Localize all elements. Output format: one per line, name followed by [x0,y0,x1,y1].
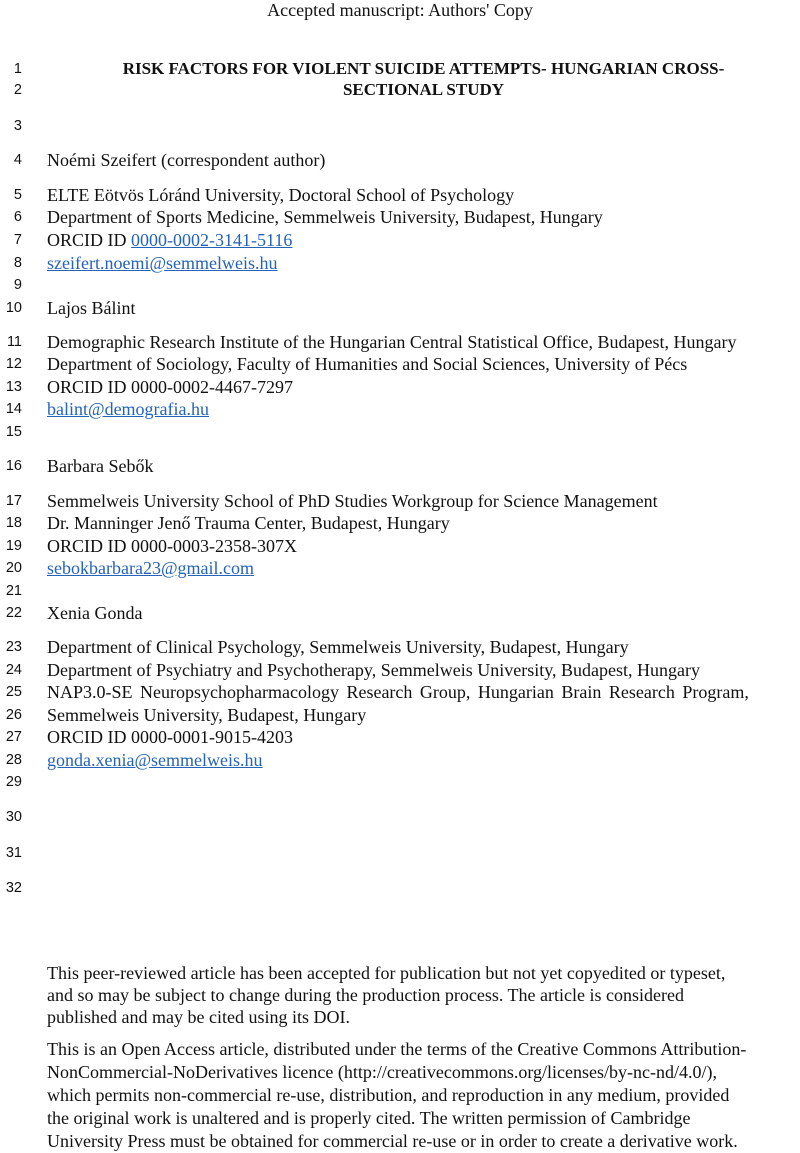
line-number: 28 [5,752,22,768]
license-line: This is an Open Access article, distributed under the terms of the Creative Commons Attribution- [47,1039,747,1059]
line-number: 10 [5,300,22,316]
line-number: 21 [5,583,22,599]
author-email-link[interactable]: balint@demografia.hu [47,399,210,419]
line-number: 8 [13,255,22,271]
author-name: Barbara Sebők [47,456,154,476]
line-number: 30 [5,809,22,825]
line-number: 25 [5,684,22,700]
line-number: 22 [5,605,22,621]
line-number: 1 [13,61,22,77]
author-orcid: ORCID ID 0000-0001-9015-4203 [47,727,293,747]
author-affiliation: Department of Psychiatry and Psychotherapy, Semmelweis University, Budapest, Hungary [47,660,701,680]
author-affiliation: Department of Sociology, Faculty of Humanities and Social Sciences, University of Pécs [47,354,688,374]
author-affiliation: Semmelweis University, Budapest, Hungary [47,705,367,725]
orcid-link[interactable]: 0000-0002-3141-5116 [131,230,293,250]
line-number: 27 [5,729,22,745]
orcid-label: ORCID ID [47,230,127,250]
license-line: the original work is unaltered and is properly cited. The written permission of Cambridge [47,1108,691,1128]
line-number: 24 [5,662,22,678]
author-affiliation: ELTE Eötvös Lóránd University, Doctoral School of Psychology [47,185,515,205]
line-number: 6 [13,209,22,225]
author-affiliation: Dr. Manninger Jenő Trauma Center, Budapest, Hungary [47,513,450,533]
line-number: 15 [5,424,22,440]
license-line: University Press must be obtained for commercial re-use or in order to create a derivative work. [47,1131,738,1151]
line-number: 32 [5,880,22,896]
author-orcid: ORCID ID 0000-0003-2358-307X [47,536,297,556]
license-notice [47,1038,797,1153]
line-number: 12 [5,356,22,372]
line-number: 13 [5,379,22,395]
paper-title-line-1: RISK FACTORS FOR VIOLENT SUICIDE ATTEMPTS- HUNGARIAN CROSS- [122,59,725,78]
author-affiliation: NAP3.0-SE Neuropsychopharmacology Research Group, Hungarian Brain Research Program, [47,682,749,702]
license-line: which permits non-commercial re-use, distribution, and reproduction in any medium, provided [47,1085,730,1105]
author-orcid [47,230,292,250]
line-number: 14 [5,401,22,417]
line-number: 20 [5,560,22,576]
line-number: 29 [5,774,22,790]
line-number: 31 [5,845,22,861]
author-affiliation: Semmelweis University School of PhD Studies Workgroup for Science Management [47,491,658,511]
line-number: 7 [13,232,22,248]
author-name: Noémi Szeifert (correspondent author) [47,150,326,170]
line-number: 2 [13,82,22,98]
author-affiliation: Department of Clinical Psychology, Semmelweis University, Budapest, Hungary [47,637,629,657]
author-orcid: ORCID ID 0000-0002-4467-7297 [47,377,293,397]
author-email-link[interactable]: szeifert.noemi@semmelweis.hu [47,253,278,273]
notice-line: This peer-reviewed article has been accepted for publication but not yet copyedited or typeset, [47,963,726,983]
license-line: NonCommercial-NoDerivatives licence (http://creativecommons.org/licenses/by-nc-nd/4.0/), [47,1062,717,1082]
publication-notice [47,962,797,1028]
notice-line: and so may be subject to change during the production process. The article is considered [47,985,684,1005]
line-number: 16 [5,458,22,474]
author-email-link[interactable]: sebokbarbara23@gmail.com [47,558,255,578]
notice-line: published and may be cited using its DOI. [47,1007,350,1027]
line-number: 5 [13,187,22,203]
line-number: 9 [13,277,22,293]
line-number: 18 [5,515,22,531]
line-number: 19 [5,538,22,554]
line-number: 23 [5,639,22,655]
author-affiliation: Department of Sports Medicine, Semmelweis University, Budapest, Hungary [47,207,603,227]
line-number: 17 [5,493,22,509]
author-name: Lajos Bálint [47,298,136,318]
author-email-link[interactable]: gonda.xenia@semmelweis.hu [47,750,263,770]
line-number: 3 [13,118,22,134]
line-number: 26 [5,707,22,723]
page-header: Accepted manuscript: Authors' Copy [267,0,533,20]
paper-title-line-2: SECTIONAL STUDY [342,80,505,99]
line-number: 4 [13,152,22,168]
author-affiliation: Demographic Research Institute of the Hungarian Central Statistical Office, Budapest, Hungary [47,332,737,352]
line-number: 11 [6,334,22,350]
author-name: Xenia Gonda [47,603,143,623]
